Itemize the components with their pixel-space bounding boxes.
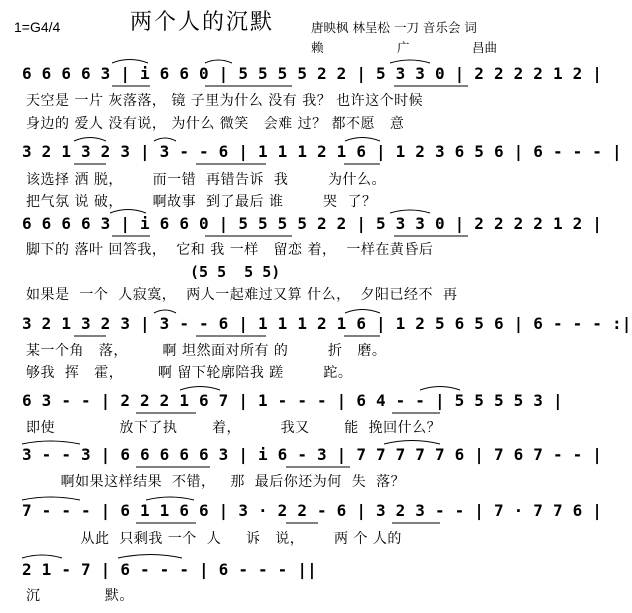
- slur-11: [180, 387, 220, 391]
- lyric-line-7: 从此 只剩我 一个 人 诉 说， 两 个 人的: [26, 531, 402, 547]
- slur-4: [74, 138, 106, 142]
- composer-credit-char-3: 昌曲: [472, 40, 498, 55]
- lyric-line-2-verse-2: 把气氛 说 破， 啊故事 到了最后 谁 哭 了？: [26, 194, 377, 210]
- notation-line-2: 3 2 1 3 2 3 | 3 - - 6 | 1 1 1 2 1 6 | 1 2 3 6 5 6 | 6 - - - |: [22, 142, 622, 161]
- slur-2: [205, 60, 232, 63]
- slur-8: [390, 210, 430, 213]
- slur-17: [22, 555, 62, 558]
- composer-credit-char-2: 广: [397, 40, 410, 55]
- slur-9: [154, 310, 176, 313]
- notation-line-6: 3 - - 3 | 6 6 6 6 6 3 | i 6 - 3 | 7 7 7 7 7 6 | 7 6 7 - - |: [22, 445, 603, 464]
- slur-3: [390, 60, 430, 63]
- slur-12: [420, 387, 460, 391]
- slur-15: [22, 497, 80, 500]
- notation-line-8: 2 1 - 7 | 6 - - - | 6 - - - ||: [22, 560, 317, 579]
- lyric-line-1-verse-2: 身边的 爱人 没有说， 为什么 微笑 会难 过？ 都不愿 意: [26, 116, 405, 132]
- slur-16: [146, 497, 194, 500]
- notation-line-4: 3 2 1 3 2 3 | 3 - - 6 | 1 1 1 2 1 6 | 1 2 5 6 5 6 | 6 - - - :|: [22, 314, 632, 333]
- lyricist-credit: 唐映枫 林呈松 一刀 音乐会 词: [311, 20, 477, 35]
- slur-6: [345, 138, 380, 142]
- notation-line-1: 6 6 6 6 3 | i 6 6 0 | 5 5 5 5 2 2 | 5 3 3 0 | 2 2 2 2 1 2 |: [22, 64, 603, 83]
- lyric-line-8: 沉 默。: [26, 588, 134, 604]
- notation-line-3: 6 6 6 6 3 | i 6 6 0 | 5 5 5 5 2 2 | 5 3 3 0 | 2 2 2 2 1 2 |: [22, 214, 603, 233]
- lyric-line-2-verse-1: 该选择 洒 脱， 而一错 再错告诉 我 为什么。: [26, 172, 387, 188]
- lyric-line-3-verse-2: 如果是 一个 人寂寞， 两人一起难过又算 什么， 夕阳已经不 再: [26, 287, 458, 303]
- lyric-line-1-verse-1: 天空是 一片 灰落落， 镜 子里为什么 没有 我？ 也许这个时候: [26, 93, 424, 109]
- lyric-line-4-verse-1: 某一个角 落， 啊 坦然面对所有 的 折 磨。: [26, 343, 387, 359]
- key-signature: 1=G4/4: [14, 19, 61, 35]
- slur-18: [118, 555, 182, 559]
- alternate-notes: (5 5 5 5): [190, 263, 281, 281]
- lyric-line-4-verse-2: 够我 挥 霍， 啊 留下轮廓陪我 蹉 跎。: [26, 365, 353, 381]
- lyric-line-3-verse-1: 脚下的 落叶 回答我， 它和 我 一样 留恋 着， 一样在黄昏后: [26, 242, 434, 258]
- slur-7: [110, 210, 146, 214]
- slur-5: [154, 138, 176, 141]
- slur-10: [345, 310, 380, 314]
- notation-line-5: 6 3 - - | 2 2 2 1 6 7 | 1 - - - | 6 4 - - | 5 5 5 5 3 |: [22, 391, 563, 410]
- notation-line-7: 7 - - - | 6 1 1 6 6 | 3 · 2 2 - 6 | 3 2 3 - - | 7 · 7 7 6 |: [22, 501, 603, 520]
- lyric-line-6: 啊如果这样结果 不错， 那 最后你还为何 失 落？: [26, 474, 406, 490]
- composer-credit-char-1: 赖: [311, 40, 324, 55]
- lyric-line-5: 即使 放下了执 着， 我又 能 挽回什么？: [26, 420, 442, 436]
- song-title: 两个人的沉默: [130, 10, 275, 35]
- slur-1: [112, 60, 148, 64]
- slur-13: [22, 441, 80, 444]
- slur-14: [384, 441, 440, 445]
